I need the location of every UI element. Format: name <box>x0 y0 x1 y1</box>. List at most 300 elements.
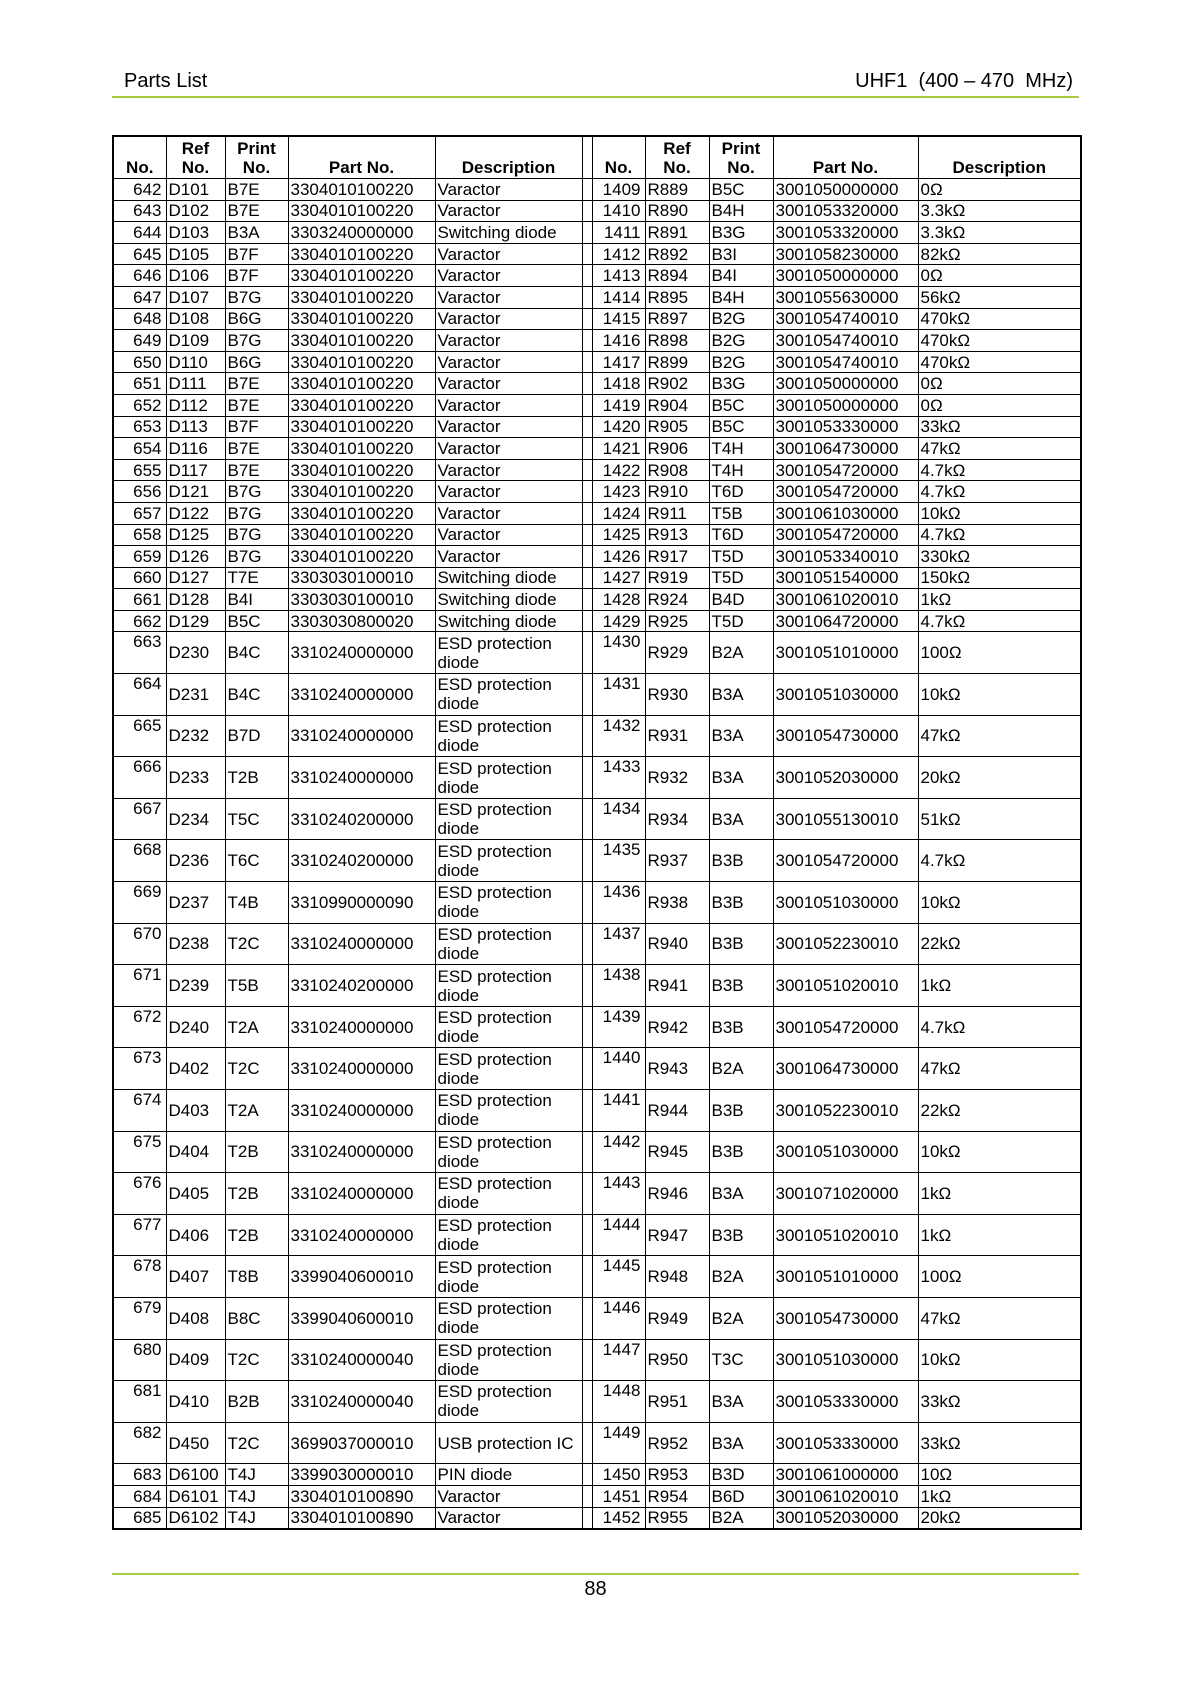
cell-item-no: 644 <box>113 222 166 244</box>
cell-part-no: 3304010100220 <box>288 373 435 395</box>
cell-description: ESD protection diode <box>435 1006 582 1048</box>
cell-item-no: 646 <box>113 265 166 287</box>
cell-print-no: B7F <box>225 243 288 265</box>
cell-print-no: T5B <box>709 502 773 524</box>
cell-print-no: B4H <box>709 200 773 222</box>
cell-print-no: B7E <box>225 394 288 416</box>
cell-print-no: B7G <box>225 502 288 524</box>
cell-part-no: 3001054740010 <box>773 351 918 373</box>
column-gap <box>582 416 592 438</box>
cell-part-no: 3310240000000 <box>288 1006 435 1048</box>
column-gap <box>582 200 592 222</box>
cell-description: Varactor <box>435 351 582 373</box>
cell-description: 56kΩ <box>918 286 1081 308</box>
column-gap <box>582 136 592 179</box>
cell-item-no: 647 <box>113 286 166 308</box>
cell-part-no: 3310240000000 <box>288 674 435 716</box>
cell-print-no: B7E <box>225 459 288 481</box>
cell-item-no: 1450 <box>592 1464 645 1486</box>
column-gap <box>582 265 592 287</box>
cell-part-no: 3304010100220 <box>288 524 435 546</box>
cell-part-no: 3304010100220 <box>288 481 435 503</box>
header-rule <box>112 96 1079 98</box>
cell-item-no: 1426 <box>592 546 645 568</box>
cell-part-no: 3310240000000 <box>288 757 435 799</box>
table-row <box>113 757 1081 799</box>
cell-print-no: B4H <box>709 286 773 308</box>
cell-part-no: 3001051540000 <box>773 567 918 589</box>
cell-ref-no: R911 <box>645 502 709 524</box>
cell-ref-no: R949 <box>645 1297 709 1339</box>
cell-part-no: 3304010100220 <box>288 330 435 352</box>
cell-item-no: 663 <box>113 632 166 674</box>
cell-item-no: 1434 <box>592 798 645 840</box>
column-gap <box>582 589 592 611</box>
cell-part-no: 3001050000000 <box>773 394 918 416</box>
cell-part-no: 3304010100220 <box>288 243 435 265</box>
cell-item-no: 668 <box>113 840 166 882</box>
cell-part-no: 3310240200000 <box>288 965 435 1007</box>
cell-ref-no: R953 <box>645 1464 709 1486</box>
cell-part-no: 3699037000010 <box>288 1422 435 1464</box>
column-gap <box>582 715 592 757</box>
table-row <box>113 1381 1081 1423</box>
cell-part-no: 3001053330000 <box>773 416 918 438</box>
cell-part-no: 3304010100890 <box>288 1507 435 1529</box>
cell-ref-no: D403 <box>166 1090 225 1132</box>
column-gap <box>582 330 592 352</box>
cell-print-no: T2B <box>225 757 288 799</box>
cell-ref-no: R906 <box>645 438 709 460</box>
cell-part-no: 3304010100220 <box>288 416 435 438</box>
cell-print-no: T2C <box>225 923 288 965</box>
cell-item-no: 661 <box>113 589 166 611</box>
cell-description: 1kΩ <box>918 1214 1081 1256</box>
cell-part-no: 3304010100220 <box>288 351 435 373</box>
cell-ref-no: R891 <box>645 222 709 244</box>
cell-ref-no: D231 <box>166 674 225 716</box>
cell-print-no: T5D <box>709 567 773 589</box>
cell-item-no: 685 <box>113 1507 166 1529</box>
cell-print-no: B3A <box>709 798 773 840</box>
cell-print-no: B4I <box>225 589 288 611</box>
cell-ref-no: R937 <box>645 840 709 882</box>
cell-description: USB protection IC <box>435 1422 582 1464</box>
cell-part-no: 3001050000000 <box>773 179 918 201</box>
cell-description: Varactor <box>435 243 582 265</box>
cell-item-no: 678 <box>113 1256 166 1298</box>
cell-part-no: 3001055630000 <box>773 286 918 308</box>
cell-part-no: 3001071020000 <box>773 1173 918 1215</box>
cell-part-no: 3310240000000 <box>288 632 435 674</box>
cell-item-no: 674 <box>113 1090 166 1132</box>
cell-ref-no: D109 <box>166 330 225 352</box>
cell-ref-no: D6100 <box>166 1464 225 1486</box>
table-row <box>113 798 1081 840</box>
cell-item-no: 673 <box>113 1048 166 1090</box>
cell-item-no: 684 <box>113 1485 166 1507</box>
column-gap <box>582 308 592 330</box>
cell-ref-no: D234 <box>166 798 225 840</box>
cell-ref-no: D127 <box>166 567 225 589</box>
cell-part-no: 3303030800020 <box>288 610 435 632</box>
cell-part-no: 3310240000000 <box>288 1214 435 1256</box>
cell-description: Varactor <box>435 438 582 460</box>
table-row <box>113 1173 1081 1215</box>
cell-ref-no: R951 <box>645 1381 709 1423</box>
footer-rule <box>112 1573 1079 1575</box>
page-header-title: Parts List <box>124 70 208 92</box>
cell-print-no: B2A <box>709 632 773 674</box>
cell-ref-no: R940 <box>645 923 709 965</box>
cell-description: 47kΩ <box>918 438 1081 460</box>
cell-ref-no: R905 <box>645 416 709 438</box>
cell-item-no: 658 <box>113 524 166 546</box>
cell-description: 1kΩ <box>918 1173 1081 1215</box>
cell-part-no: 3001064730000 <box>773 438 918 460</box>
cell-ref-no: R948 <box>645 1256 709 1298</box>
cell-description: 470kΩ <box>918 330 1081 352</box>
table-row <box>113 459 1081 481</box>
cell-print-no: B3B <box>709 840 773 882</box>
cell-ref-no: R894 <box>645 265 709 287</box>
cell-part-no: 3001051020010 <box>773 965 918 1007</box>
cell-print-no: B3D <box>709 1464 773 1486</box>
cell-item-no: 651 <box>113 373 166 395</box>
column-gap <box>582 923 592 965</box>
cell-print-no: B2A <box>709 1256 773 1298</box>
table-row <box>113 373 1081 395</box>
cell-print-no: B6D <box>709 1485 773 1507</box>
cell-item-no: 666 <box>113 757 166 799</box>
column-gap <box>582 674 592 716</box>
cell-item-no: 1433 <box>592 757 645 799</box>
cell-ref-no: R955 <box>645 1507 709 1529</box>
cell-item-no: 1447 <box>592 1339 645 1381</box>
column-gap <box>582 546 592 568</box>
cell-ref-no: R908 <box>645 459 709 481</box>
table-row <box>113 1214 1081 1256</box>
cell-print-no: B3B <box>709 1131 773 1173</box>
cell-ref-no: D117 <box>166 459 225 481</box>
column-gap <box>582 1173 592 1215</box>
cell-ref-no: D102 <box>166 200 225 222</box>
cell-item-no: 1423 <box>592 481 645 503</box>
table-row <box>113 330 1081 352</box>
col-header-part-no: Part No. <box>288 136 435 179</box>
column-gap <box>582 1381 592 1423</box>
cell-part-no: 3001054720000 <box>773 459 918 481</box>
col-header-description: Description <box>918 136 1081 179</box>
cell-ref-no: D402 <box>166 1048 225 1090</box>
cell-ref-no: R902 <box>645 373 709 395</box>
cell-ref-no: D233 <box>166 757 225 799</box>
cell-ref-no: D122 <box>166 502 225 524</box>
cell-print-no: B5C <box>709 416 773 438</box>
cell-description: ESD protection diode <box>435 674 582 716</box>
cell-item-no: 671 <box>113 965 166 1007</box>
cell-item-no: 682 <box>113 1422 166 1464</box>
cell-description: Varactor <box>435 502 582 524</box>
cell-description: ESD protection diode <box>435 632 582 674</box>
cell-part-no: 3001051010000 <box>773 632 918 674</box>
table-row <box>113 524 1081 546</box>
cell-description: ESD protection diode <box>435 1090 582 1132</box>
table-row <box>113 286 1081 308</box>
cell-ref-no: D236 <box>166 840 225 882</box>
cell-item-no: 662 <box>113 610 166 632</box>
cell-description: 4.7kΩ <box>918 1006 1081 1048</box>
cell-part-no: 3001061000000 <box>773 1464 918 1486</box>
cell-part-no: 3399040600010 <box>288 1297 435 1339</box>
cell-part-no: 3001053330000 <box>773 1422 918 1464</box>
cell-item-no: 664 <box>113 674 166 716</box>
cell-print-no: B4D <box>709 589 773 611</box>
cell-part-no: 3310240200000 <box>288 840 435 882</box>
cell-item-no: 681 <box>113 1381 166 1423</box>
cell-description: PIN diode <box>435 1464 582 1486</box>
cell-part-no: 3001052030000 <box>773 757 918 799</box>
cell-ref-no: R944 <box>645 1090 709 1132</box>
column-gap <box>582 373 592 395</box>
table-row <box>113 1507 1081 1529</box>
cell-print-no: B3B <box>709 882 773 924</box>
table-row <box>113 1297 1081 1339</box>
cell-description: 3.3kΩ <box>918 200 1081 222</box>
cell-description: 150kΩ <box>918 567 1081 589</box>
cell-ref-no: D108 <box>166 308 225 330</box>
table-row <box>113 965 1081 1007</box>
cell-item-no: 1429 <box>592 610 645 632</box>
column-gap <box>582 394 592 416</box>
cell-ref-no: R931 <box>645 715 709 757</box>
cell-print-no: B3B <box>709 1006 773 1048</box>
cell-item-no: 1449 <box>592 1422 645 1464</box>
cell-description: ESD protection diode <box>435 715 582 757</box>
cell-description: 4.7kΩ <box>918 840 1081 882</box>
table-row <box>113 1048 1081 1090</box>
column-gap <box>582 757 592 799</box>
cell-item-no: 676 <box>113 1173 166 1215</box>
col-header-no: No. <box>113 136 166 179</box>
cell-print-no: T4J <box>225 1464 288 1486</box>
cell-part-no: 3001064730000 <box>773 1048 918 1090</box>
cell-ref-no: R890 <box>645 200 709 222</box>
cell-ref-no: D408 <box>166 1297 225 1339</box>
cell-print-no: B2G <box>709 351 773 373</box>
cell-description: 3.3kΩ <box>918 222 1081 244</box>
cell-print-no: B6G <box>225 308 288 330</box>
column-gap <box>582 840 592 882</box>
cell-ref-no: D238 <box>166 923 225 965</box>
cell-ref-no: D409 <box>166 1339 225 1381</box>
cell-print-no: B7G <box>225 286 288 308</box>
cell-description: ESD protection diode <box>435 840 582 882</box>
cell-ref-no: R892 <box>645 243 709 265</box>
column-gap <box>582 222 592 244</box>
cell-item-no: 672 <box>113 1006 166 1048</box>
cell-item-no: 683 <box>113 1464 166 1486</box>
cell-part-no: 3001053320000 <box>773 222 918 244</box>
table-row <box>113 351 1081 373</box>
cell-description: Switching diode <box>435 222 582 244</box>
cell-part-no: 3001051030000 <box>773 1131 918 1173</box>
cell-print-no: B7F <box>225 265 288 287</box>
cell-ref-no: D113 <box>166 416 225 438</box>
cell-ref-no: D407 <box>166 1256 225 1298</box>
cell-part-no: 3001061020010 <box>773 589 918 611</box>
cell-print-no: T4H <box>709 459 773 481</box>
cell-item-no: 1412 <box>592 243 645 265</box>
cell-description: ESD protection diode <box>435 1256 582 1298</box>
cell-print-no: B2B <box>225 1381 288 1423</box>
cell-part-no: 3001054720000 <box>773 524 918 546</box>
cell-ref-no: R943 <box>645 1048 709 1090</box>
cell-description: 4.7kΩ <box>918 524 1081 546</box>
table-row <box>113 610 1081 632</box>
cell-print-no: T6C <box>225 840 288 882</box>
cell-ref-no: R904 <box>645 394 709 416</box>
cell-print-no: B7E <box>225 438 288 460</box>
cell-description: Varactor <box>435 330 582 352</box>
cell-print-no: B3A <box>709 1173 773 1215</box>
cell-description: 33kΩ <box>918 416 1081 438</box>
column-gap <box>582 286 592 308</box>
cell-ref-no: D103 <box>166 222 225 244</box>
table-row <box>113 1256 1081 1298</box>
cell-description: Switching diode <box>435 610 582 632</box>
table-row <box>113 567 1081 589</box>
cell-item-no: 1431 <box>592 674 645 716</box>
cell-description: 10kΩ <box>918 674 1081 716</box>
cell-description: 10Ω <box>918 1464 1081 1486</box>
cell-description: 47kΩ <box>918 715 1081 757</box>
cell-print-no: B3A <box>709 757 773 799</box>
cell-ref-no: D405 <box>166 1173 225 1215</box>
cell-item-no: 1418 <box>592 373 645 395</box>
column-gap <box>582 965 592 1007</box>
cell-part-no: 3001054720000 <box>773 481 918 503</box>
cell-part-no: 3310240200000 <box>288 798 435 840</box>
cell-description: 22kΩ <box>918 923 1081 965</box>
col-header-part-no: Part No. <box>773 136 918 179</box>
cell-print-no: B2A <box>709 1048 773 1090</box>
cell-part-no: 3001054720000 <box>773 1006 918 1048</box>
cell-print-no: B3B <box>709 923 773 965</box>
cell-ref-no: R947 <box>645 1214 709 1256</box>
cell-ref-no: R938 <box>645 882 709 924</box>
table-row <box>113 1485 1081 1507</box>
cell-description: ESD protection diode <box>435 1297 582 1339</box>
cell-print-no: B2G <box>709 308 773 330</box>
cell-part-no: 3001051020010 <box>773 1214 918 1256</box>
cell-part-no: 3304010100890 <box>288 1485 435 1507</box>
cell-ref-no: R941 <box>645 965 709 1007</box>
cell-description: Varactor <box>435 286 582 308</box>
cell-part-no: 3304010100220 <box>288 308 435 330</box>
cell-ref-no: R898 <box>645 330 709 352</box>
cell-item-no: 665 <box>113 715 166 757</box>
cell-description: 1kΩ <box>918 1485 1081 1507</box>
cell-description: 0Ω <box>918 179 1081 201</box>
table-row <box>113 1422 1081 1464</box>
cell-item-no: 1410 <box>592 200 645 222</box>
cell-item-no: 1420 <box>592 416 645 438</box>
cell-description: ESD protection diode <box>435 1339 582 1381</box>
cell-item-no: 1430 <box>592 632 645 674</box>
cell-description: 33kΩ <box>918 1381 1081 1423</box>
cell-description: 22kΩ <box>918 1090 1081 1132</box>
cell-print-no: T5D <box>709 610 773 632</box>
table-row <box>113 923 1081 965</box>
cell-item-no: 1442 <box>592 1131 645 1173</box>
cell-print-no: B7G <box>225 546 288 568</box>
cell-item-no: 650 <box>113 351 166 373</box>
cell-print-no: T2B <box>225 1173 288 1215</box>
cell-description: Varactor <box>435 1507 582 1529</box>
column-gap <box>582 798 592 840</box>
cell-ref-no: R925 <box>645 610 709 632</box>
column-gap <box>582 179 592 201</box>
table-header-row <box>113 136 1081 179</box>
cell-part-no: 3001061020010 <box>773 1485 918 1507</box>
cell-ref-no: D128 <box>166 589 225 611</box>
cell-item-no: 643 <box>113 200 166 222</box>
col-header-print-no: Print No. <box>225 136 288 179</box>
table-row <box>113 416 1081 438</box>
cell-description: ESD protection diode <box>435 923 582 965</box>
cell-print-no: B5C <box>709 394 773 416</box>
cell-ref-no: R897 <box>645 308 709 330</box>
cell-ref-no: R917 <box>645 546 709 568</box>
cell-item-no: 1411 <box>592 222 645 244</box>
table-row <box>113 1339 1081 1381</box>
cell-description: 1kΩ <box>918 965 1081 1007</box>
cell-print-no: B7E <box>225 373 288 395</box>
cell-part-no: 3303030100010 <box>288 567 435 589</box>
cell-ref-no: D111 <box>166 373 225 395</box>
cell-description: 1kΩ <box>918 589 1081 611</box>
cell-part-no: 3304010100220 <box>288 200 435 222</box>
cell-part-no: 3001058230000 <box>773 243 918 265</box>
cell-item-no: 1439 <box>592 1006 645 1048</box>
cell-part-no: 3310240000000 <box>288 1131 435 1173</box>
cell-print-no: T3C <box>709 1339 773 1381</box>
cell-ref-no: R929 <box>645 632 709 674</box>
cell-description: 470kΩ <box>918 351 1081 373</box>
cell-description: ESD protection diode <box>435 1214 582 1256</box>
cell-print-no: B7G <box>225 330 288 352</box>
cell-item-no: 1448 <box>592 1381 645 1423</box>
cell-item-no: 654 <box>113 438 166 460</box>
column-gap <box>582 882 592 924</box>
cell-item-no: 1417 <box>592 351 645 373</box>
table-row <box>113 308 1081 330</box>
cell-ref-no: R954 <box>645 1485 709 1507</box>
cell-item-no: 1413 <box>592 265 645 287</box>
cell-ref-no: D232 <box>166 715 225 757</box>
cell-description: 100Ω <box>918 632 1081 674</box>
cell-item-no: 1428 <box>592 589 645 611</box>
cell-ref-no: R946 <box>645 1173 709 1215</box>
cell-description: 10kΩ <box>918 1339 1081 1381</box>
cell-description: ESD protection diode <box>435 1381 582 1423</box>
column-gap <box>582 502 592 524</box>
cell-print-no: B3I <box>709 243 773 265</box>
cell-item-no: 680 <box>113 1339 166 1381</box>
table-row <box>113 1090 1081 1132</box>
cell-description: 0Ω <box>918 373 1081 395</box>
